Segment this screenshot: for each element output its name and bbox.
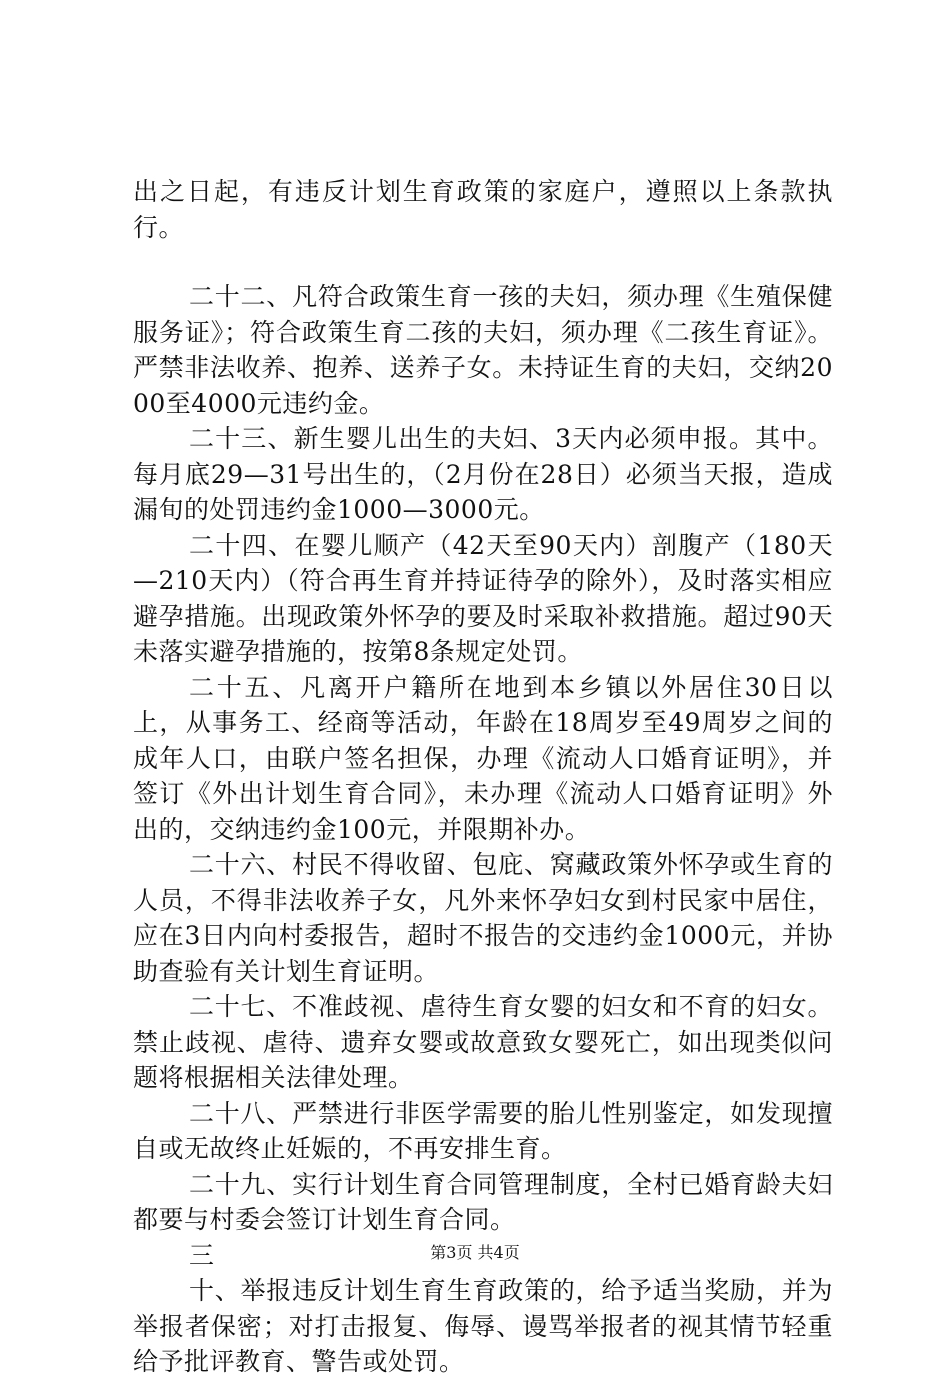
paragraph-article-23: 二十三、新生婴儿出生的夫妇、3天内必须申报。其中。每月底29—31号出生的，（2月份在28日）必须当天报，造成漏旬的处罚违约金1000—3000元。 [133, 424, 833, 524]
paragraph-article-28: 二十八、严禁进行非医学需要的胎儿性别鉴定，如发现擅自或无故终止妊娠的，不再安排生育。 [133, 1098, 833, 1163]
paragraph-article-26: 二十六、村民不得收留、包庇、窝藏政策外怀孕或生育的人员，不得非法收养子女，凡外来怀孕妇女到村民家中居住，应在3日内向村委报告，超时不报告的交违约金1000元，并协助查验有关计划生育证明。 [133, 850, 833, 986]
paragraph-article-29: 二十九、实行计划生育合同管理制度，全村已婚育龄夫妇都要与村委会签订计划生育合同。 [133, 1169, 833, 1234]
paragraph-article-25: 二十五、凡离开户籍所在地到本乡镇以外居住30日以上，从事务工、经商等活动，年龄在18周岁至49周岁之间的成年人口，由联户签名担保，办理《流动人口婚育证明》，并签订《外出计划生育合同》，未办理《流动人口婚育证明》外出的，交纳违约金100元，并限期补办。 [133, 672, 833, 844]
paragraph-article-27: 二十七、不准歧视、虐待生育女婴的妇女和不育的妇女。禁止歧视、虐待、遗弃女婴或故意致女婴死亡，如出现类似问题将根据相关法律处理。 [133, 992, 833, 1092]
paragraph-continuation: 出之日起，有违反计划生育政策的家庭户，遵照以上条款执行。 [133, 177, 833, 242]
document-body [133, 174, 833, 1380]
paragraph-article-30-heading: 三 [189, 1240, 215, 1270]
paragraph-article-24: 二十四、在婴儿顺产（42天至90天内）剖腹产（180天—210天内）（符合再生育并持证待孕的除外），及时落实相应避孕措施。出现政策外怀孕的要及时采取补救措施。超过90天未落实避孕措施的，按第8条规定处罚。 [133, 530, 833, 666]
paragraph-article-22: 二十二、凡符合政策生育一孩的夫妇，须办理《生殖保健服务证》；符合政策生育二孩的夫妇，须办理《二孩生育证》。严禁非法收养、抱养、送养子女。未持证生育的夫妇，交纳2000至4000元违约金。 [133, 282, 833, 418]
page-number-footer: 第3页 共4页 [430, 1243, 520, 1262]
paragraph-article-30: 十、举报违反计划生育生育政策的，给予适当奖励，并为举报者保密；对打击报复、侮辱、谩骂举报者的视其情节轻重给予批评教育、警告或处罚。 [133, 1276, 833, 1376]
